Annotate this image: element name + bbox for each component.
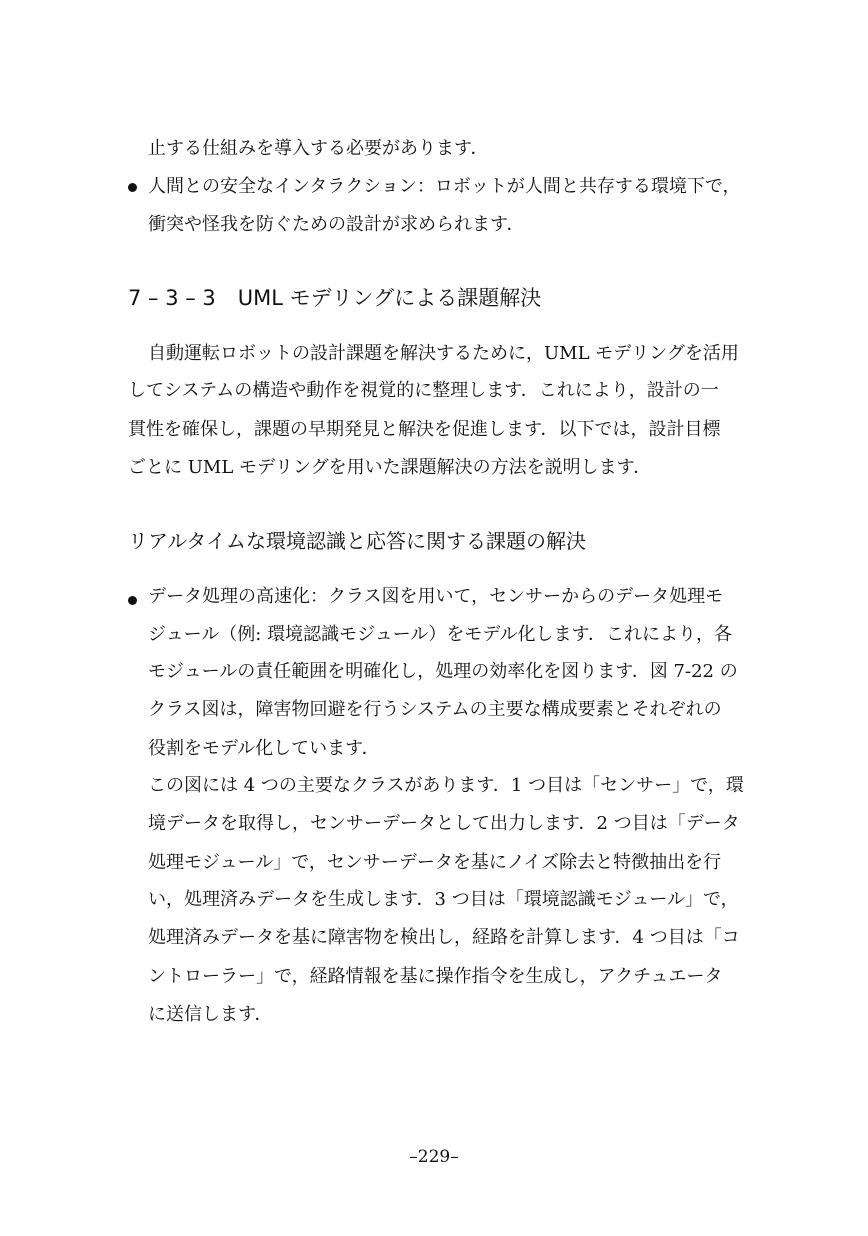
list-item-text-line: 処理済みデータを基に障害物を検出し，経路を計算します．4 つ目は「コ — [148, 927, 740, 948]
list-item-human-interaction — [148, 175, 741, 199]
list-item-continuation: 止する仕組みを導入する必要があります． — [148, 138, 489, 159]
list-item-text-line: ジュール（例: 環境認識モジュール）をモデル化します．これにより，各 — [148, 624, 733, 645]
list-item-text-line: い，処理済みデータを生成します．3 つ目は「環境認識モジュール」で， — [148, 889, 739, 910]
list-item-text-line: に送信します． — [148, 1004, 273, 1025]
paragraph-line: 自動運転ロボットの設計課題を解決するために，UML モデリングを活用 — [148, 343, 739, 364]
page-number: –229– — [409, 1147, 459, 1167]
section-number: 7 – 3 – 3 — [128, 286, 216, 310]
list-item-text: ：クラス図を用いて，センサーからのデータ処理モ — [310, 586, 724, 607]
list-item-term: データ処理の高速化 — [148, 586, 310, 607]
list-item-text-line: 役割をモデル化しています． — [148, 738, 380, 759]
paragraph-line: 貫性を確保し，課題の早期発見と解決を促進します．以下では，設計目標 — [128, 419, 721, 440]
subsection-heading: リアルタイムな環境認識と応答に関する課題の解決 — [128, 529, 586, 553]
paragraph-line: ごとに UML モデリングを用いた課題解決の方法を説明します． — [128, 457, 652, 478]
bullet-icon — [128, 183, 137, 192]
bullet-icon — [128, 596, 137, 605]
list-item-data-processing — [148, 585, 723, 609]
list-item-text-line: モジュールの責任範囲を明確化し，処理の効率化を図ります．図 7-22 の — [148, 661, 738, 682]
list-item-text-line: 衝突や怪我を防ぐための設計が求められます． — [148, 214, 525, 235]
list-item-text-line: 境データを取得し，センサーデータとして出力します．2 つ目は「データ — [148, 813, 740, 834]
list-item-text-line: クラス図は，障害物回避を行うシステムの主要な構成要素とそれぞれの — [148, 699, 722, 720]
list-item-term: 人間との安全なインタラクション — [148, 176, 417, 197]
section-title: UML モデリングによる課題解決 — [237, 286, 542, 310]
list-item-text-line: 処理モジュール」で，センサーデータを基にノイズ除去と特徴抽出を行 — [148, 852, 722, 873]
paragraph-line: してシステムの構造や動作を視覚的に整理します．これにより，設計の一 — [128, 380, 719, 401]
list-item-text: ：ロボットが人間と共存する環境下で， — [416, 176, 741, 197]
list-item-text-line: ントローラー」で，経路情報を基に操作指令を生成し，アクチュエータ — [148, 966, 723, 987]
section-heading — [128, 284, 541, 312]
list-item-text-line: この図には 4 つの主要なクラスがあります．1 つ目は「センサー」で，環 — [148, 775, 744, 796]
